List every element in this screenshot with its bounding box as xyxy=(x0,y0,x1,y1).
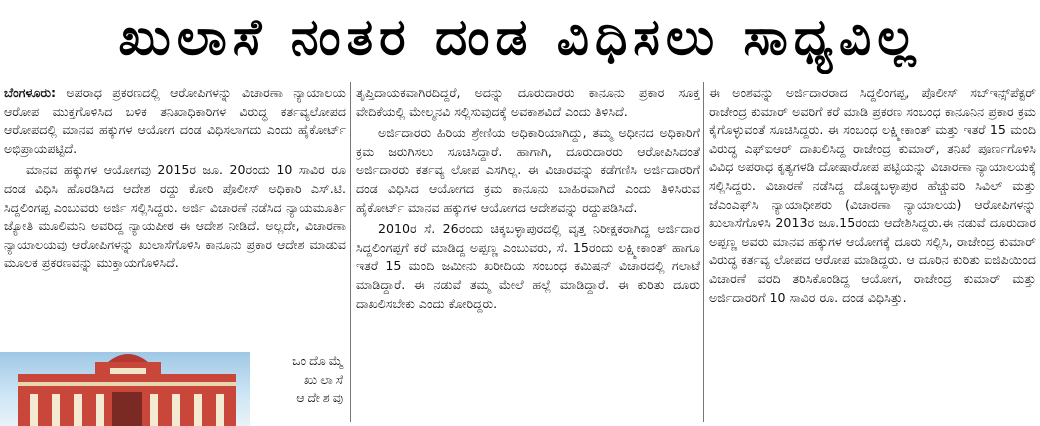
paragraph xyxy=(4,84,346,158)
article-column-3 xyxy=(709,84,1036,422)
text-line: ಆದೇಶವು xyxy=(296,390,346,406)
text-line: ಒಂದೊಮ್ಮೆ xyxy=(292,353,346,368)
paragraph: ಈ ಅಂಶವನ್ನು ಅರ್ಜಿದಾರರಾದ ಸಿದ್ದಲಿಂಗಪ್ಪ, ಪೊಲೀಸ್ ಸಬ್‌ಇನ್ಸ್‌ಪೆಕ್ಟರ್ ರಾಜೇಂದ್ರ ಕುಮಾರ್ ಅವರಿಗೆ ಕರೆ ಮಾಡಿ ಪ್ರಕರಣ ಸಂಬಂಧ ಕಾನೂನಿನ ಪ್ರಕಾರ ಕ್ರಮ ಕೈಗೊಳ್ಳುವಂತೆ ಸೂಚಿಸಿದ್ದರು. ಈ ಸಂಬಂಧ ಲಕ್ಷ್ಮೀಕಾಂತ್ ಮತ್ತು ಇತರೆ 15 ಮಂದಿ ವಿರುದ್ಧ ಎಫ್‌ಐಆರ್ ದಾಖಲಿಸಿದ್ದ ರಾಜೇಂದ್ರ ಕುಮಾರ್, ತನಿಖೆ ಪೂರ್ಣಗೊಳಿಸಿ ವಿವಿಧ ಅಪರಾಧ ಕೃತ್ಯಗಳಡಿ ದೋಷಾರೋಪ ಪಟ್ಟಿಯನ್ನು ವಿಚಾರಣಾ ನ್ಯಾಯಾಲಯಕ್ಕೆ ಸಲ್ಲಿಸಿದ್ದರು. ವಿಚಾರಣೆ ನಡೆಸಿದ್ದ ದೊಡ್ಡಬಳ್ಳಾಪುರ ಹೆಚ್ಚುವರಿ ಸಿವಿಲ್ ಮತ್ತು ಜೆಎಂಎಫ್‌ಸಿ ನ್ಯಾಯಾಧೀಶರು (ವಿಚಾರಣಾ ನ್ಯಾಯಾಲಯ) ಆರೋಪಿಗಳನ್ನು ಖುಲಾಸೆಗೊಳಿಸಿ 2013ರ ಜೂ.15ರಂದು ಆದೇಶಿಸಿದ್ದರು.ಈ ನಡುವೆ ದೂರುದಾರ ಅಪ್ಪಣ್ಣ ಅವರು ಮಾನವ ಹಕ್ಕುಗಳ ಆಯೋಗಕ್ಕೆ ದೂರು ಸಲ್ಲಿಸಿ, ರಾಜೇಂದ್ರ ಕುಮಾರ್ ವಿರುದ್ಧ ಕರ್ತವ್ಯ ಲೋಪದ ಆರೋಪ ಮಾಡಿದ್ದರು. ಆ ದೂರಿನ ಕುರಿತು ಐಜಿಪಿಯಿಂದ ವಿಚಾರಣೆ ವರದಿ ತರಿಸಿಕೊಂಡಿದ್ದ ಆಯೋಗ, ರಾಜೇಂದ್ರ ಕುಮಾರ್ ಮತ್ತು ಅರ್ಜಿದಾರರಿಗೆ 10 ಸಾವಿರ ರೂ. ದಂಡ ವಿಧಿಸಿತ್ತು. xyxy=(709,85,1036,305)
column-divider xyxy=(350,82,351,422)
paragraph: ಅರ್ಜಿದಾರರು ಹಿರಿಯ ಶ್ರೇಣಿಯ ಅಧಿಕಾರಿಯಾಗಿದ್ದು, ತಮ್ಮ ಅಧೀನದ ಅಧಿಕಾರಿಗೆ ಕ್ರಮ ಜರುಗಿಸಲು ಸೂಚಿಸಿದ್ದಾರೆ. ಹಾಗಾಗಿ, ದೂರುದಾರರು ಆರೋಪಿಸಿದಂತೆ ಅರ್ಜಿದಾರರು ಕರ್ತವ್ಯ ಲೋಪ ಎಸಗಿಲ್ಲ. ಈ ವಿಚಾರವನ್ನು ಕಡೆಗಣಿಸಿ ಅರ್ಜಿದಾರರಿಗೆ ದಂಡ ವಿಧಿಸಿದ ಆಯೋಗದ ಕ್ರಮ ಕಾನೂನು ಬಾಹಿರವಾಗಿದೆ ಎಂದು ತಿಳಿಸಿರುವ ಹೈಕೋರ್ಟ್ ಮಾನವ ಹಕ್ಕುಗಳ ಆಯೋಗದ ಆದೇಶವನ್ನು ರದ್ದುಪಡಿಸಿದೆ. xyxy=(356,125,700,215)
article-column-1 xyxy=(4,84,346,344)
high-court-photo xyxy=(0,352,250,426)
article-column-2 xyxy=(356,84,700,422)
paragraph: ತೃಪ್ತಿದಾಯಕವಾಗಿರದಿದ್ದರೆ, ಅದನ್ನು ದೂರುದಾರರು ಕಾನೂನು ಪ್ರಕಾರ ಸೂಕ್ತ ವೇದಿಕೆಯಲ್ಲಿ ಮೇಲ್ಮನವಿ ಸಲ್ಲಿಸುವುದಕ್ಕೆ ಅವಕಾಶವಿದೆ ಎಂದು ತಿಳಿಸಿದೆ. xyxy=(356,85,700,119)
dateline: ಬೆಂಗಳೂರು: xyxy=(4,85,57,100)
headline: ಖುಲಾಸೆ ನಂತರ ದಂಡ ವಿಧಿಸಲು ಸಾಧ್ಯವಿಲ್ಲ xyxy=(118,8,922,66)
paragraph: 2010ರ ಸೆ. 26ರಂದು ಚಿಕ್ಕಬಳ್ಳಾಪುರದಲ್ಲಿ ವೃತ್ತ ನಿರೀಕ್ಷಕರಾಗಿದ್ದ ಅರ್ಜಿದಾರ ಸಿದ್ದಲಿಂಗಪ್ಪಗೆ ಕರೆ ಮಾಡಿದ್ದ ಅಪ್ಪಣ್ಣ ಎಂಬುವರು, ಸೆ. 15ರಂದು ಲಕ್ಷ್ಮೀಕಾಂತ್ ಹಾಗೂ ಇತರೆ 15 ಮಂದಿ ಜಮೀನು ಖರೀದಿಯ ಸಂಬಂಧ ಕಮಿಷನ್ ವಿಚಾರದಲ್ಲಿ ಗಲಾಟೆ ಮಾಡಿದ್ದಾರೆ. ಈ ನಡುವೆ ತಮ್ಮ ಮೇಲೆ ಹಲ್ಲೆ ಮಾಡಿದ್ದಾರೆ. ಈ ಕುರಿತು ದೂರು ದಾಖಲಿಸಬೇಕು ಎಂದು ಕೋರಿದ್ದರು. xyxy=(356,221,700,311)
paragraph: ಮಾನವ ಹಕ್ಕುಗಳ ಆಯೋಗವು 2015ರ ಜೂ. 20ರಂದು 10 ಸಾವಿರ ರೂ ದಂಡ ವಿಧಿಸಿ ಹೊರಡಿಸಿದ ಆದೇಶ ರದ್ದು ಕೋರಿ ಪೊಲೀಸ್ ಅಧಿಕಾರಿ ಎಸ್.ಟಿ. ಸಿದ್ದಲಿಂಗಪ್ಪ ಎಂಬುವರು ಅರ್ಜಿ ಸಲ್ಲಿಸಿದ್ದರು. ಅರ್ಜಿ ವಿಚಾರಣೆ ನಡೆಸಿದ ನ್ಯಾಯಮೂರ್ತಿ ಜ್ಯೋತಿ ಮೂಲಿಮನಿ ಅವರಿದ್ದ ನ್ಯಾಯಪೀಠ ಈ ಆದೇಶ ನೀಡಿದೆ. ಅಲ್ಲದೇ, ವಿಚಾರಣಾ ನ್ಯಾಯಾಲಯವು ಆರೋಪಿಗಳನ್ನು ಖುಲಾಸೆಗೊಳಿಸಿ ಕಾನೂನು ಪ್ರಕಾರ ಆದೇಶ ಮಾಡುವ ಮೂಲಕ ಪ್ರಕರಣವನ್ನು ಮುಕ್ತಾಯಗೊಳಿಸಿದೆ. xyxy=(4,162,346,271)
paragraph-text: ಅಪರಾಧ ಪ್ರಕರಣದಲ್ಲಿ ಆರೋಪಿಗಳನ್ನು ವಿಚಾರಣಾ ನ್ಯಾಯಾಲಯ ಆರೋಪ ಮುಕ್ತಗೊಳಿಸಿದ ಬಳಿಕ ತನಿಖಾಧಿಕಾರಿಗಳ ವಿರುದ್ಧ ಕರ್ತವ್ಯಲೋಪದ ಆರೋಪದಲ್ಲಿ ಮಾನವ ಹಕ್ಕುಗಳ ಆಯೋಗ ದಂಡ ವಿಧಿಸಲಾಗದು ಎಂದು ಹೈಕೋರ್ಟ್ ಅಭಿಪ್ರಾಯಪಟ್ಟಿದೆ. xyxy=(4,85,346,156)
column-divider xyxy=(703,82,704,422)
text-line: ಖುಲಾಸೆ xyxy=(304,371,346,387)
article-column-1-continued xyxy=(258,352,346,408)
